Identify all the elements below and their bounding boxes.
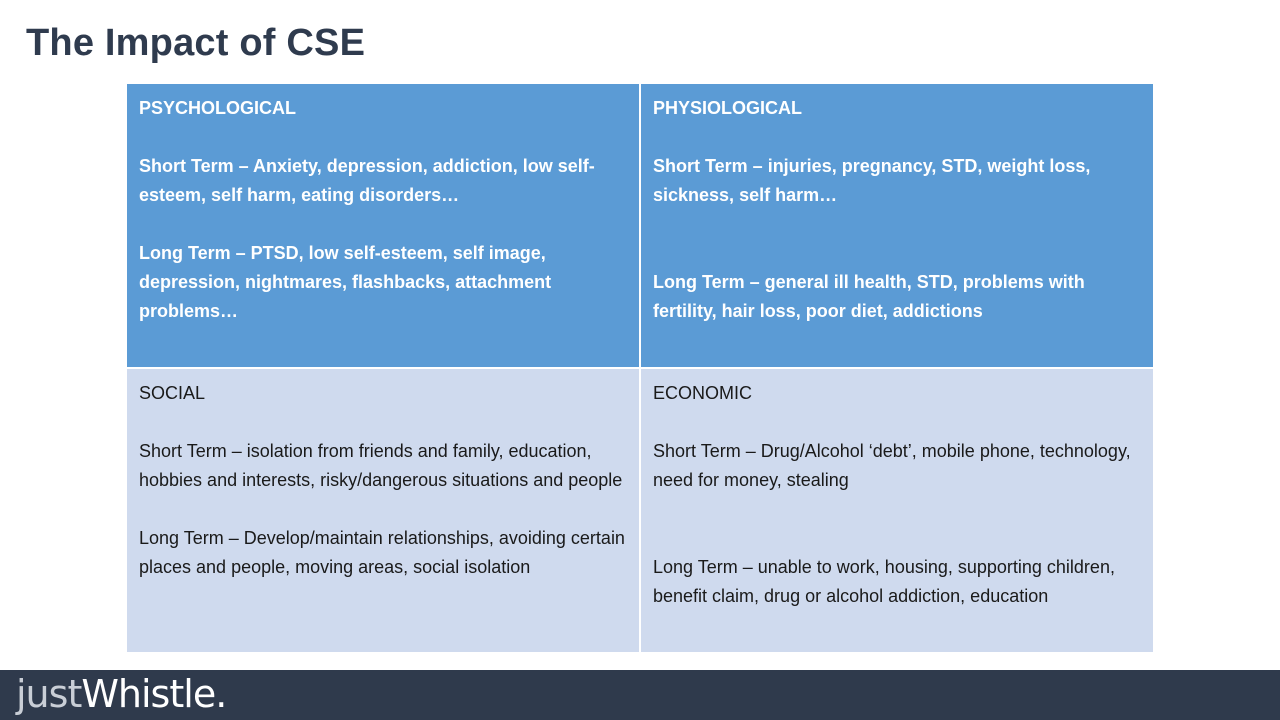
footer-bar [0,670,1280,720]
social-long-term: Long Term – Develop/maintain relationships, avoiding certain places and people, moving areas, social isolation [139,528,625,577]
economic-long-term: Long Term – unable to work, housing, supporting children, benefit claim, drug or alcohol addiction, education [653,557,1115,606]
logo-part-whistle: Whistle. [81,672,227,716]
physiological-short-term: Short Term – injuries, pregnancy, STD, weight loss, sickness, self harm… [653,156,1091,205]
social-cell [127,369,639,652]
psychological-heading: PSYCHOLOGICAL [139,98,297,118]
psychological-cell [127,84,639,367]
physiological-heading: PHYSIOLOGICAL [653,98,803,118]
economic-short-term: Short Term – Drug/Alcohol ‘debt’, mobile phone, technology, need for money, stealing [653,441,1131,490]
justwhistle-logo [16,672,226,716]
physiological-long-term: Long Term – general ill health, STD, problems with fertility, hair loss, poor diet, addictions [653,272,1085,321]
social-short-term: Short Term – isolation from friends and family, education, hobbies and interests, risky/dangerous situations and people [139,441,623,490]
impact-table [127,84,1153,652]
social-heading: SOCIAL [139,383,206,403]
economic-heading: ECONOMIC [653,383,752,403]
economic-cell [641,369,1153,652]
logo-part-just: just [16,672,82,716]
slide-title: The Impact of CSE [26,22,366,64]
psychological-short-term: Short Term – Anxiety, depression, addiction, low self-esteem, self harm, eating disorders… [139,156,595,205]
physiological-cell [641,84,1153,367]
psychological-long-term: Long Term – PTSD, low self-esteem, self image, depression, nightmares, flashbacks, attachment problems… [139,243,552,321]
